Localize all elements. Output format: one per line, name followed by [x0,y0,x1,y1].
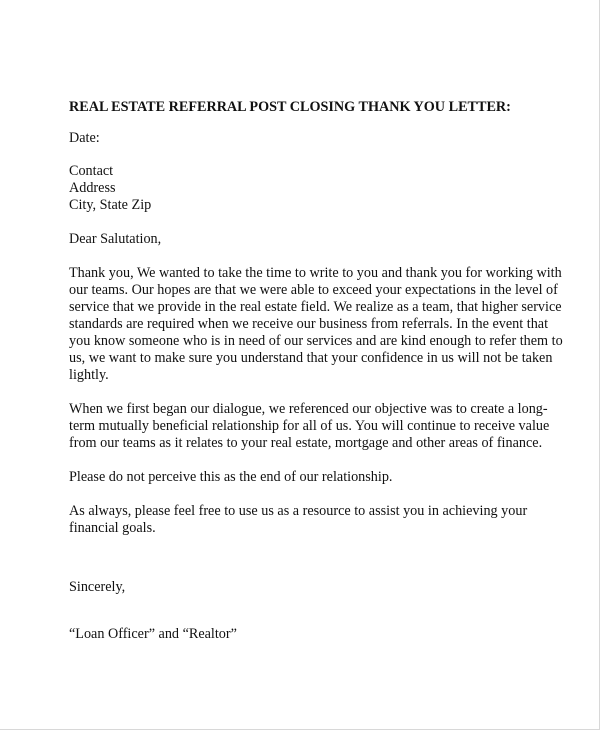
address-street: Address [69,180,116,196]
address-contact: Contact [69,163,114,179]
paragraph-dialogue: When we first began our dialogue, we referenced our objective was to create a long-term mutually beneficial relationship for all of us. You will continue to receive value from our teams as it relates to your real estate, mortgage and other areas of finance. [69,401,550,451]
paragraph-relationship: Please do not perceive this as the end of our relationship. [69,469,393,485]
salutation: Dear Salutation, [69,231,162,247]
date-label: Date: [69,130,100,146]
signature: “Loan Officer” and “Realtor” [69,626,237,642]
closing: Sincerely, [69,579,126,595]
address-city-state-zip: City, State Zip [69,197,152,213]
letter-title: REAL ESTATE REFERRAL POST CLOSING THANK YOU LETTER: [69,99,511,115]
paragraph-resource: As always, please feel free to use us as a resource to assist you in achieving your financial goals. [69,503,528,536]
paragraph-thank-you: Thank you, We wanted to take the time to write to you and thank you for working with our teams. Our hopes are that we were able to exceed your expectations in the level of service that we provide in the real estate field. We realize as a team, that higher service standards are required when we receive our business from referrals. In the event that you know someone who is in need of our services and are kind enough to refer them to us, we want to make sure you understand that your confidence in us will not be taken lightly. [69,265,563,383]
address-block [69,163,569,214]
letter-body [69,99,569,643]
